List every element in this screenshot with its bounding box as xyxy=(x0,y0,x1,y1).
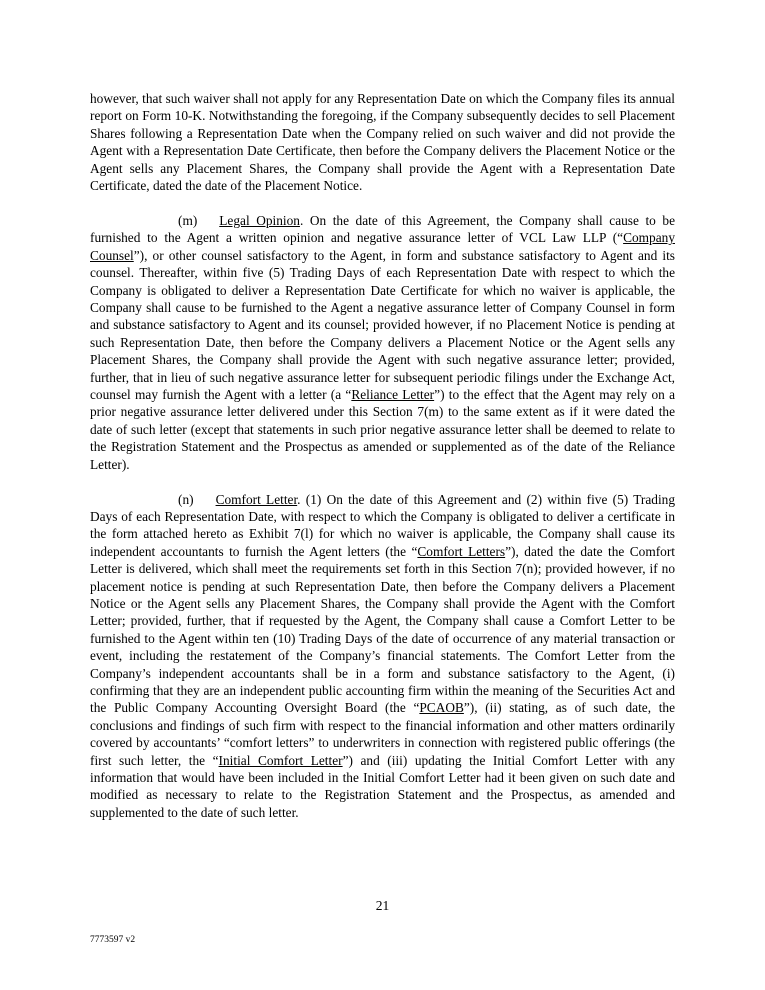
document-id: 7773597 v2 xyxy=(90,935,136,945)
paragraph-text: ”), (ii) stating, as of such date, the conclusions and findings of such firm with respect to the financial information and other matters ordinarily covered by accountants’ “comfort letters” to underwriters in connection with registered public offerings (the first such letter, the “ xyxy=(90,700,675,768)
section-heading-comfort-letter: Comfort Letter xyxy=(215,491,298,507)
paragraph-text: . (1) On the date of this Agreement and (2) within five (5) Trading Days of each Representation Date, with respect to which the Company is obligated to deliver a certificate in the form attached hereto as Exhibit 7(l) for which no waiver is applicable, the Company shall cause its independent accountants to furnish the Agent letters (the “ xyxy=(90,491,676,559)
section-heading-legal-opinion: Legal Opinion xyxy=(219,212,300,228)
paragraph-continuation xyxy=(90,90,675,194)
paragraph-text: ”), dated the date the Comfort Letter is delivered, which shall meet the requirements set forth in this Section 7(n); provided however, if no placement notice is pending at such Representation Date, then before the Company delivers a Placement Notice or the Agent sells any Placement Shares, the Company shall provide the Agent with the Comfort Letter; provided, further, that if requested by the Agent, the Company shall cause a Comfort Letter to be furnished to the Agent within ten (10) Trading Days of the date of occurrence of any material transaction or event, including the restatement of the Company’s financial statements. The Comfort Letter from the Company’s independent accountants shall be in a form and substance satisfactory to the Agent, (i) confirming that they are an independent public accounting firm within the meaning of the Securities Act and the Public Company Accounting Oversight Board (the “ xyxy=(90,543,676,716)
defined-term-initial-comfort-letter: Initial Comfort Letter xyxy=(218,752,343,768)
paragraph-text: ”) and (iii) updating the Initial Comfort Letter with any information that would have been included in the Initial Comfort Letter had it been given on such date and modified as necessary to relate to the Registration Statement and the Prospectus, as amended and supplemented to the date of such letter. xyxy=(90,752,675,820)
defined-term-comfort-letters: Comfort Letters xyxy=(417,543,506,559)
paragraph-text: ”), or other counsel satisfactory to the Agent, in form and substance satisfactory to Agent and its counsel. Thereafter, within five (5) Trading Days of each Representation Date with respect to which the Company is obligated to deliver a Representation Date Certificate for which no waiver is applicable, the Company shall cause to be furnished to the Agent a negative assurance letter of Company Counsel in form and substance satisfactory to Agent and its counsel; provided however, if no Placement Notice is pending at such Representation Date, then before the Company delivers a Placement Notice or the Agent sells any Placement Shares, the Company shall provide the Agent with such negative assurance letter; provided, further, that in lieu of such negative assurance letter for subsequent periodic filings under the Exchange Act, counsel may furnish the Agent with a letter (a “ xyxy=(90,247,675,402)
paragraph-text: . On the date of this Agreement, the Company shall cause to be furnished to the Agent a written opinion and negative assurance letter of VCL Law LLP (“ xyxy=(90,212,675,246)
defined-term-pcaob: PCAOB xyxy=(419,700,464,716)
document-body xyxy=(90,90,675,839)
paragraph-m-legal-opinion xyxy=(90,212,675,473)
defined-term-company-counsel: Company Counsel xyxy=(90,230,675,263)
page-number: 21 xyxy=(375,898,390,913)
section-label-m: (m) xyxy=(178,212,198,228)
paragraph-text: however, that such waiver shall not apply for any Representation Date on which the Company files its annual report on Form 10-K. Notwithstanding the foregoing, if the Company subsequently decides to sell Placement Shares following a Representation Date when the Company relied on such waiver and did not provide the Agent with a Representation Date Certificate, then before the Company delivers the Placement Notice or the Agent sells any Placement Shares, the Company shall provide the Agent with a Representation Date Certificate, dated the date of the Placement Notice. xyxy=(90,91,675,194)
section-label-n: (n) xyxy=(178,491,194,507)
paragraph-text: ”) to the effect that the Agent may rely on a prior negative assurance letter delivered under this Section 7(m) to the same extent as if it were dated the date of such letter (except that statements in such prior negative assurance letter shall be deemed to relate to the Registration Statement and the Prospectus as amended or supplemented as of the date of the Reliance Letter). xyxy=(90,387,676,472)
paragraph-n-comfort-letter xyxy=(90,491,675,822)
defined-term-reliance-letter: Reliance Letter xyxy=(351,387,435,402)
